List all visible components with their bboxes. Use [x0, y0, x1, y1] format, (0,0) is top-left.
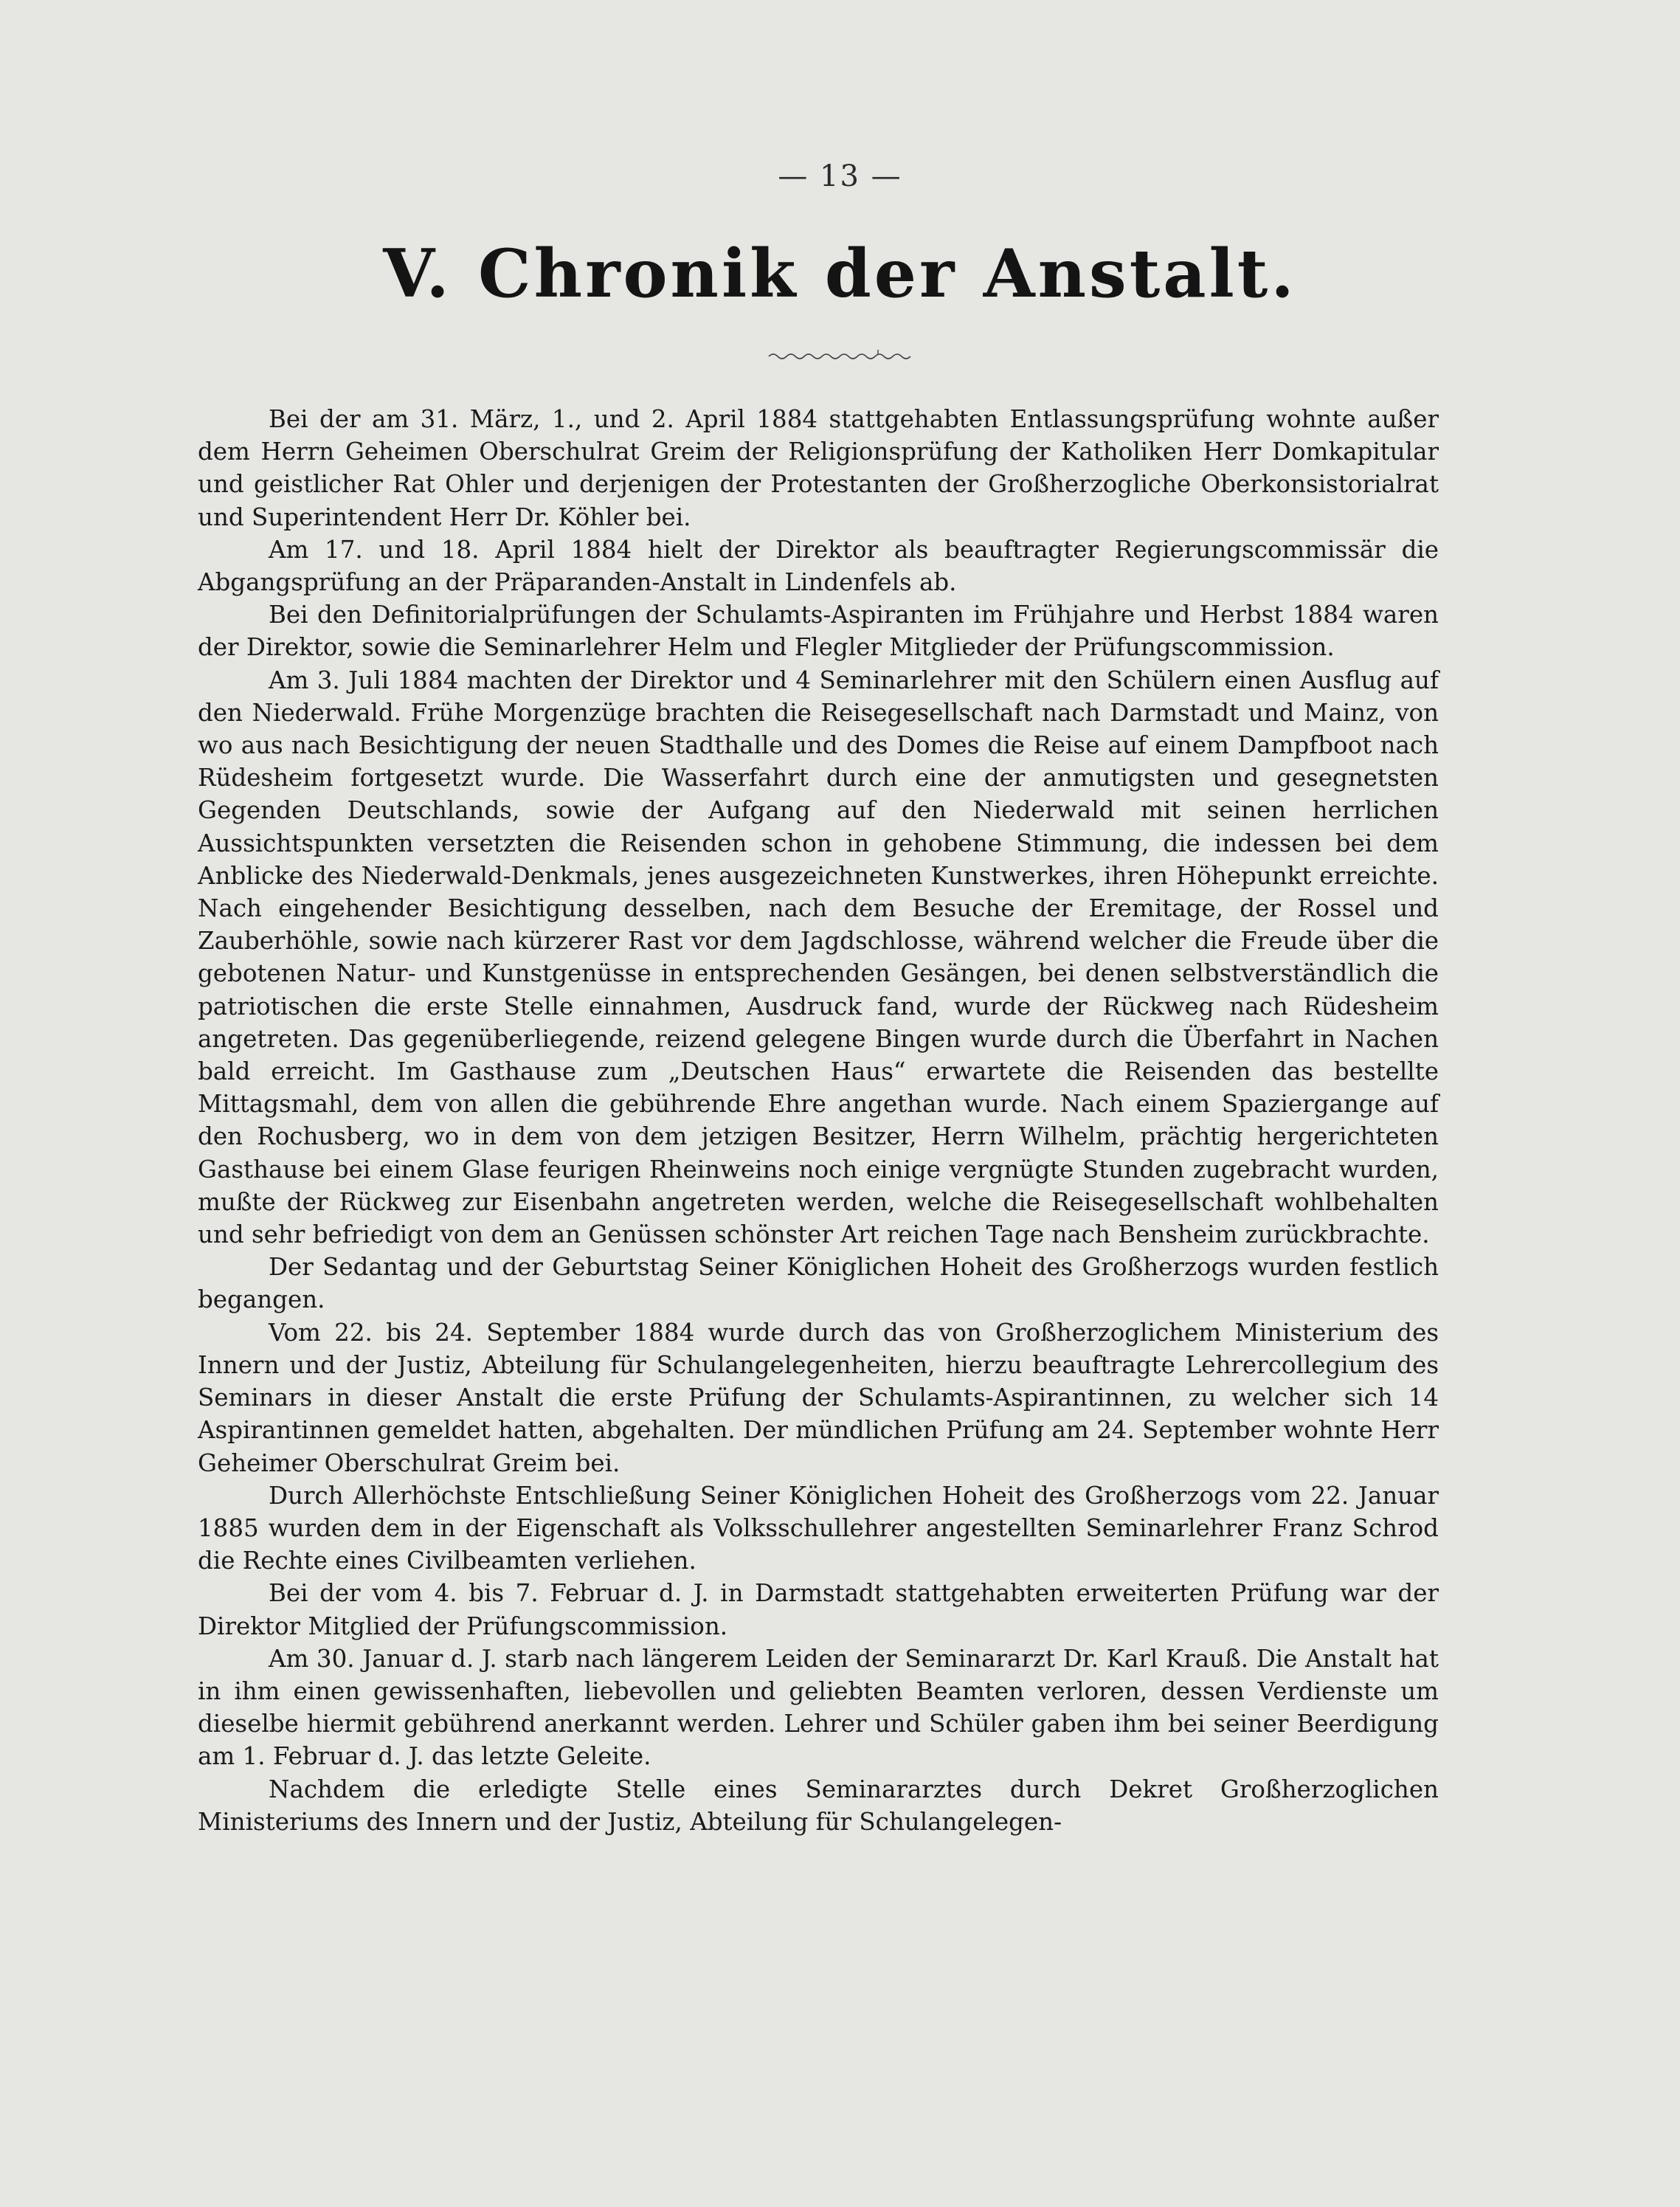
paragraph-niederwald-excursion: Am 3. Juli 1884 machten der Direktor und 4 Seminarlehrer mit den Schülern einen Ausflug auf den Niederwald. Frühe Morgenzüge brachten die Reisegesellschaft nach Darmstadt und Mainz, von wo aus nach Besichtigung der neuen Stadthalle und des Domes die Reise auf einem Dampfboot nach Rüdesheim fortgesetzt wurde. Die Wasserfahrt durch eine der anmutigsten und gesegnetsten Gegenden Deutschlands, sowie der Aufgang auf den Niederwald mit seinen herrlichen Aussichtspunkten versetzten die Reisenden schon in gehobene Stimmung, die indessen bei dem Anblicke des Niederwald-Denkmals, jenes ausgezeichneten Kunstwerkes, ihren Höhepunkt erreichte. Nach eingehender Besichtigung desselben, nach dem Besuche der Eremitage, der Rossel und Zauberhöhle, sowie nach kürzerer Rast vor dem Jagdschlosse, während welcher die Freude über die gebotenen Natur- und Kunstgenüsse in entsprechenden Gesängen, bei denen selbstverständlich die patriotischen die erste Stelle einnahmen, Ausdruck fand, wurde der Rückweg nach Rüdesheim angetreten. Das gegenüberliegende, reizend gelegene Bingen wurde durch die Überfahrt in Nachen bald erreicht. Im Gasthause zum „Deutschen Haus“ erwartete die Reisenden das bestellte Mittagsmahl, dem von allen die gebührende Ehre angethan wurde. Nach einem Spaziergange auf den Rochusberg, wo in dem von dem jetzigen Besitzer, Herrn Wilhelm, prächtig hergerichteten Gasthause bei einem Glase feurigen Rheinweins noch einige vergnügte Stunden zugebracht wurden, mußte der Rückweg zur Eisenbahn angetreten werden, welche die Reisegesellschaft wohlbehalten und sehr befriedigt von dem an Genüssen schönster Art reichen Tage nach Bensheim zurückbrachte. [198, 666, 1439, 1249]
paragraph-definitorial-exams: Bei den Definitorialprüfungen der Schulamts-Aspiranten im Frühjahre und Herbst 1884 waren der Direktor, sowie die Seminarlehrer Helm und Flegler Mitglieder der Prüfungscommission. [198, 601, 1439, 662]
paragraph-lindenfels-exam: Am 17. und 18. April 1884 hielt der Direktor als beauftragter Regierungscommissär die Abgangsprüfung an der Präparanden-Anstalt in Lindenfels ab. [198, 535, 1439, 597]
paragraph-september-exam: Vom 22. bis 24. September 1884 wurde durch das von Großherzoglichem Ministerium des Innern und der Justiz, Abteilung für Schulangelegenheiten, hierzu beauftragte Lehrercollegium des Seminars in dieser Anstalt die erste Prüfung der Schulamts-Aspirantinnen, zu welcher sich 14 Aspirantinnen gemeldet hatten, abgehalten. Der mündlichen Prüfung am 24. September wohnte Herr Geheimer Oberschulrat Greim bei. [198, 1318, 1439, 1477]
paragraph-february-exam: Bei der vom 4. bis 7. Februar d. J. in Darmstadt stattgehabten erweiterten Prüfung war der Direktor Mitglied der Prüfungscommission. [198, 1579, 1439, 1640]
paragraph-seminar-physician: Nachdem die erledigte Stelle eines Seminararztes durch Dekret Großherzoglichen Ministeriums des Innern und der Justiz, Abteilung für Schulangelegen- [198, 1775, 1439, 1836]
paragraph-civil-rights: Durch Allerhöchste Entschließung Seiner Königlichen Hoheit des Großherzogs vom 22. Januar 1885 wurden dem in der Eigenschaft als Volksschullehrer angestellten Seminarlehrer Franz Schrod die Rechte eines Civilbeamten verliehen. [198, 1481, 1439, 1575]
chapter-title: V. Chronik der Anstalt. [383, 235, 1297, 313]
page-number: — 13 — [778, 159, 902, 193]
paragraph-obituary: Am 30. Januar d. J. starb nach längerem Leiden der Seminararzt Dr. Karl Krauß. Die Anstalt hat in ihm einen gewissenhaften, liebevollen und geliebten Beamten verloren, dessen Verdienste um dieselbe hiermit gebührend anerkannt werden. Lehrer und Schüler gaben ihm bei seiner Beerdigung am 1. Februar d. J. das letzte Geleite. [198, 1644, 1439, 1771]
title-ornament [767, 350, 912, 360]
chronicle-text [198, 403, 1439, 1838]
paragraph-final-exam: Bei der am 31. März, 1., und 2. April 1884 stattgehabten Entlassungsprüfung wohnte außer dem Herrn Geheimen Oberschulrat Greim der Religionsprüfung der Katholiken Herr Domkapitular und geistlicher Rat Ohler und derjenigen der Protestanten der Großherzogliche Oberkonsistorialrat und Superintendent Herr Dr. Köhler bei. [198, 405, 1439, 531]
paragraph-sedan-day: Der Sedantag und der Geburtstag Seiner Königlichen Hoheit des Großherzogs wurden festlich begangen. [198, 1253, 1439, 1314]
